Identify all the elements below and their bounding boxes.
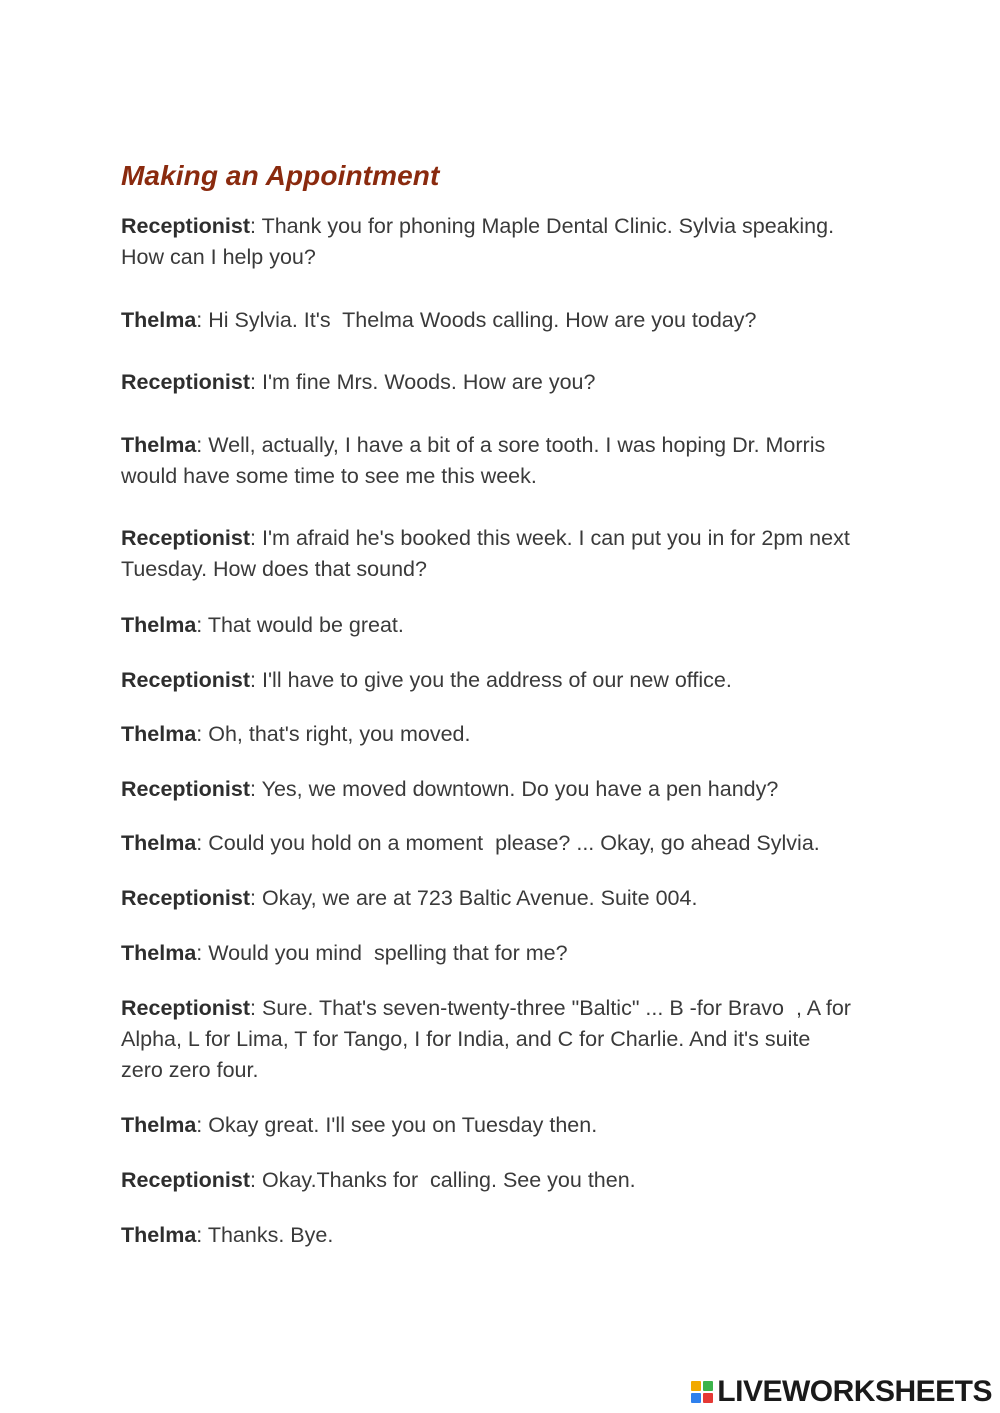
- line-text: : I'll have to give you the address of our new office.: [250, 668, 732, 692]
- speaker-name: Thelma: [121, 433, 197, 457]
- page-title: Making an Appointment: [121, 160, 440, 191]
- line-text: : Yes, we moved downtown. Do you have a pen handy?: [250, 777, 779, 801]
- line-text: : Okay, we are at 723 Baltic Avenue. Suite 004.: [250, 886, 698, 910]
- line-text: : Thank you for phoning Maple Dental Clinic. Sylvia speaking. How can I help you?: [121, 214, 835, 269]
- dialogue-line: [121, 1110, 891, 1141]
- line-text: : Would you mind spelling that for me?: [196, 941, 568, 965]
- line-text: : Thanks. Bye.: [196, 1223, 334, 1247]
- speaker-name: Receptionist: [121, 886, 251, 910]
- line-text: : Sure. That's seven-twenty-three "Baltic" ... B -for Bravo , A for Alpha, L for Lima, T for Tango, I for India, and C for Charlie. And it's suite zero zero four.: [121, 996, 851, 1082]
- dialogue-line: [121, 1220, 891, 1251]
- dialogue-line: [121, 883, 891, 914]
- speaker-name: Thelma: [121, 613, 197, 637]
- speaker-name: Receptionist: [121, 668, 251, 692]
- liveworksheets-logo-icon: [691, 1381, 713, 1403]
- dialogue-line: [121, 665, 891, 696]
- dialogue-line: [121, 430, 891, 492]
- speaker-name: Receptionist: [121, 370, 251, 394]
- dialogue-line: [121, 367, 891, 398]
- speaker-name: Thelma: [121, 1113, 197, 1137]
- dialogue-line: [121, 523, 891, 585]
- line-text: : Well, actually, I have a bit of a sore tooth. I was hoping Dr. Morris would have some time to see me this week.: [121, 433, 826, 488]
- line-text: : Okay great. I'll see you on Tuesday then.: [196, 1113, 598, 1137]
- speaker-name: Receptionist: [121, 777, 251, 801]
- speaker-name: Thelma: [121, 831, 197, 855]
- line-text: : Could you hold on a moment please? ... Okay, go ahead Sylvia.: [196, 831, 820, 855]
- brand-logo[interactable]: [691, 1375, 992, 1409]
- line-text: : I'm afraid he's booked this week. I can put you in for 2pm next Tuesday. How does that sound?: [121, 526, 850, 581]
- line-text: : I'm fine Mrs. Woods. How are you?: [250, 370, 596, 394]
- dialogue-line: [121, 774, 891, 805]
- dialogue-line: [121, 828, 891, 859]
- speaker-name: Receptionist: [121, 1168, 251, 1192]
- speaker-name: Thelma: [121, 1223, 197, 1247]
- speaker-name: Thelma: [121, 722, 197, 746]
- speaker-name: Receptionist: [121, 526, 251, 550]
- brand-name: LIVEWORKSHEETS: [717, 1375, 992, 1408]
- speaker-name: Receptionist: [121, 996, 251, 1020]
- dialogue-line: [121, 938, 891, 969]
- speaker-name: Thelma: [121, 941, 197, 965]
- dialogue-line: [121, 1165, 891, 1196]
- dialogue-line: [121, 993, 891, 1086]
- line-text: : Hi Sylvia. It's Thelma Woods calling. How are you today?: [196, 308, 757, 332]
- line-text: : Oh, that's right, you moved.: [196, 722, 471, 746]
- speaker-name: Thelma: [121, 308, 197, 332]
- dialogue-line: [121, 610, 891, 641]
- dialogue-line: [121, 719, 891, 750]
- line-text: : That would be great.: [196, 613, 404, 637]
- line-text: : Okay.Thanks for calling. See you then.: [250, 1168, 636, 1192]
- dialogue-line: [121, 305, 891, 336]
- dialogue-line: [121, 211, 891, 273]
- speaker-name: Receptionist: [121, 214, 251, 238]
